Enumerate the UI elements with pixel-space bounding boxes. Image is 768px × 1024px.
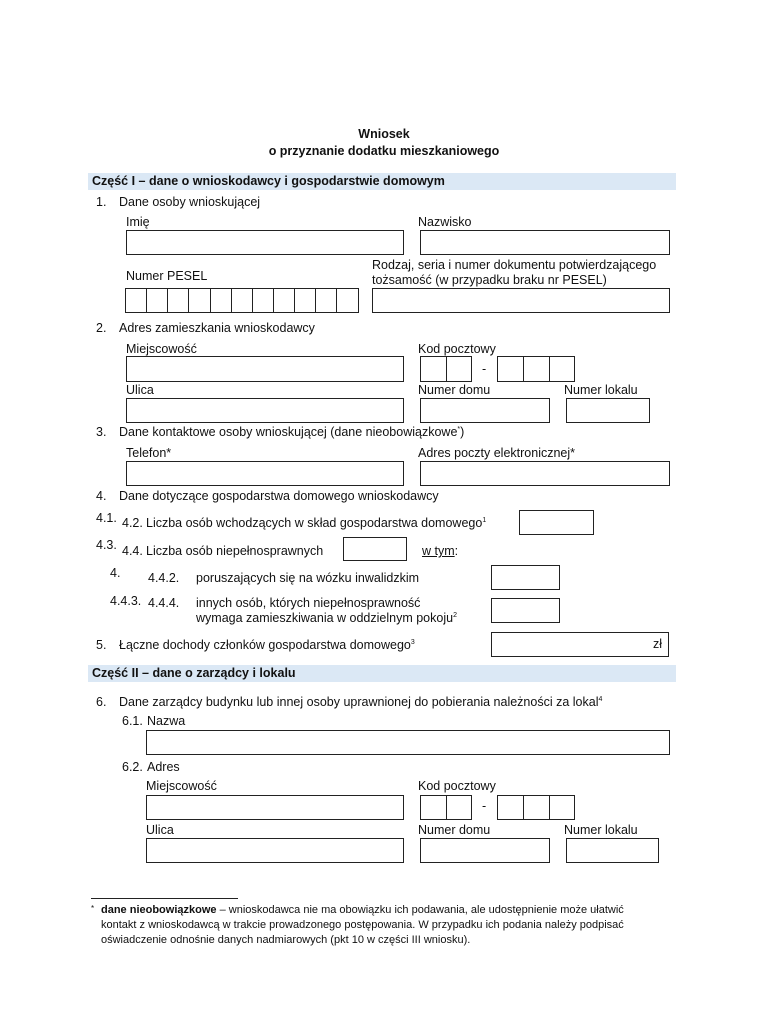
- pesel-digit-cell[interactable]: [211, 289, 232, 312]
- id-document-label-line2: tożsamość (w przypadku braku nr PESEL): [372, 273, 607, 287]
- last-name-input[interactable]: [420, 230, 670, 255]
- postal-code-part1[interactable]: [420, 356, 472, 382]
- manager-postal-code-label: Kod pocztowy: [418, 779, 496, 793]
- section-4-label: Dane dotyczące gospodarstwa domowego wnioskodawcy: [119, 489, 439, 503]
- pesel-digit-cell[interactable]: [126, 289, 147, 312]
- postal-digit-cell[interactable]: [498, 796, 524, 819]
- first-name-input[interactable]: [126, 230, 404, 255]
- manager-postal-code-dash: -: [482, 799, 487, 813]
- pesel-digit-cell[interactable]: [337, 289, 358, 312]
- email-input[interactable]: [420, 461, 670, 486]
- street-input[interactable]: [126, 398, 404, 423]
- footnote-separator: [91, 898, 238, 899]
- pesel-digit-cell[interactable]: [189, 289, 210, 312]
- city-label: Miejscowość: [126, 342, 197, 356]
- email-label: Adres poczty elektronicznej*: [418, 446, 576, 460]
- section-6-label: Dane zarządcy budynku lub innej osoby uprawnionej do pobierania należności za lokal$^4$: [119, 695, 603, 709]
- postal-digit-cell[interactable]: [421, 796, 447, 819]
- id-document-input[interactable]: [372, 288, 670, 313]
- part1-heading-band: [88, 173, 676, 190]
- id-document-label-line1: Rodzaj, seria i numer dokumentu potwierdzającego: [372, 258, 657, 272]
- postal-code-dash: -: [482, 362, 487, 376]
- section-6-number: 6.: [96, 695, 107, 709]
- household-size-input[interactable]: [519, 510, 594, 535]
- section-2-number: 2.: [96, 321, 107, 335]
- row-4-x-number: 4.: [110, 566, 121, 580]
- postal-code-label: Kod pocztowy: [418, 342, 496, 356]
- section-3-number: 3.: [96, 425, 107, 439]
- including-label: w tym:: [422, 544, 459, 558]
- pesel-input[interactable]: [125, 288, 359, 313]
- section-2-label: Adres zamieszkania wnioskodawcy: [119, 321, 315, 335]
- wheelchair-users-label: poruszających się na wózku inwalidzkim: [196, 571, 420, 585]
- apartment-number-input[interactable]: [566, 398, 650, 423]
- household-size-label: Liczba osób wchodzących w skład gospodarstwa domowego$^1$: [146, 516, 487, 530]
- income-input[interactable]: [491, 632, 669, 657]
- manager-postal-code-part2[interactable]: [497, 795, 575, 820]
- separate-room-label-line2: wymaga zamieszkiwania w oddzielnym pokoju$^2$: [196, 611, 457, 625]
- postal-digit-cell[interactable]: [550, 357, 574, 381]
- manager-street-input[interactable]: [146, 838, 404, 863]
- footnote-line1: dane nieobowiązkowe – wnioskodawca nie ma obowiązku ich podawania, ale udostępnienie może ułatwić: [101, 904, 624, 916]
- first-name-label: Imię: [126, 215, 150, 229]
- pesel-digit-cell[interactable]: [316, 289, 337, 312]
- footnote-line2: kontakt z wnioskodawcą w trakcie prowadzonego postępowania. W przypadku ich podania należy podpisać: [101, 919, 624, 931]
- pesel-digit-cell[interactable]: [147, 289, 168, 312]
- manager-postal-code-part1[interactable]: [420, 795, 472, 820]
- pesel-digit-cell[interactable]: [232, 289, 253, 312]
- section-5-number: 5.: [96, 638, 107, 652]
- manager-house-number-input[interactable]: [420, 838, 550, 863]
- manager-address-label: Adres: [147, 760, 180, 774]
- row-4-4-number: 4.4.: [122, 544, 143, 558]
- postal-digit-cell[interactable]: [421, 357, 447, 381]
- row-4-3-number: 4.3.: [96, 538, 117, 552]
- separate-room-input[interactable]: [491, 598, 560, 623]
- disabled-count-input[interactable]: [343, 537, 407, 561]
- footnote-mark: *: [91, 904, 95, 913]
- part2-heading: Część II – dane o zarządcy i lokalu: [92, 666, 296, 680]
- postal-digit-cell[interactable]: [498, 357, 524, 381]
- row-4-4-4-number: 4.4.4.: [148, 596, 180, 610]
- postal-digit-cell[interactable]: [550, 796, 574, 819]
- section-3-label: Dane kontaktowe osoby wnioskującej (dane nieobowiązkowe*): [119, 425, 465, 439]
- income-label: Łączne dochody członków gospodarstwa domowego$^3$: [119, 638, 415, 652]
- postal-code-part2[interactable]: [497, 356, 575, 382]
- form-subtitle: o przyznanie dodatku mieszkaniowego: [268, 144, 500, 158]
- row-4-4-3-number: 4.4.3.: [110, 594, 142, 608]
- pesel-digit-cell[interactable]: [295, 289, 316, 312]
- row-4-1-number: 4.1.: [96, 511, 117, 525]
- separate-room-label-line1: innych osób, których niepełnosprawność: [196, 596, 421, 610]
- pesel-digit-cell[interactable]: [168, 289, 189, 312]
- last-name-label: Nazwisko: [418, 215, 472, 229]
- footnote-line3: oświadczenie odnośnie danych nadmiarowych (pkt 10 w części III wniosku).: [101, 934, 471, 946]
- pesel-digit-cell[interactable]: [253, 289, 274, 312]
- manager-name-label: Nazwa: [147, 714, 186, 728]
- manager-street-label: Ulica: [146, 823, 174, 837]
- city-input[interactable]: [126, 356, 404, 382]
- pesel-label: Numer PESEL: [126, 269, 208, 283]
- part2-heading-band: [88, 665, 676, 682]
- phone-input[interactable]: [126, 461, 404, 486]
- manager-apartment-number-label: Numer lokalu: [564, 823, 638, 837]
- postal-digit-cell[interactable]: [524, 796, 550, 819]
- phone-label: Telefon*: [126, 446, 172, 460]
- row-4-2-number: 4.2.: [122, 516, 143, 530]
- row-4-4-2-number: 4.4.2.: [148, 571, 180, 585]
- manager-name-input[interactable]: [146, 730, 670, 755]
- row-6-2-number: 6.2.: [122, 760, 143, 774]
- postal-digit-cell[interactable]: [447, 357, 471, 381]
- form-title: Wniosek: [358, 127, 410, 141]
- manager-city-input[interactable]: [146, 795, 404, 820]
- apartment-number-label: Numer lokalu: [564, 383, 638, 397]
- currency-unit: zł: [652, 637, 662, 651]
- manager-house-number-label: Numer domu: [418, 823, 491, 837]
- manager-city-label: Miejscowość: [146, 779, 217, 793]
- section-1-label: Dane osoby wnioskującej: [119, 195, 261, 209]
- part1-heading: Część I – dane o wnioskodawcy i gospodarstwie domowym: [92, 174, 445, 188]
- manager-apartment-number-input[interactable]: [566, 838, 659, 863]
- postal-digit-cell[interactable]: [524, 357, 550, 381]
- row-6-1-number: 6.1.: [122, 714, 143, 728]
- wheelchair-users-input[interactable]: [491, 565, 560, 590]
- section-4-number: 4.: [96, 489, 107, 503]
- disabled-count-label: Liczba osób niepełnosprawnych: [146, 544, 324, 558]
- postal-digit-cell[interactable]: [447, 796, 471, 819]
- pesel-digit-cell[interactable]: [274, 289, 295, 312]
- street-label: Ulica: [126, 383, 154, 397]
- section-1-number: 1.: [96, 195, 107, 209]
- house-number-label: Numer domu: [418, 383, 491, 397]
- house-number-input[interactable]: [420, 398, 550, 423]
